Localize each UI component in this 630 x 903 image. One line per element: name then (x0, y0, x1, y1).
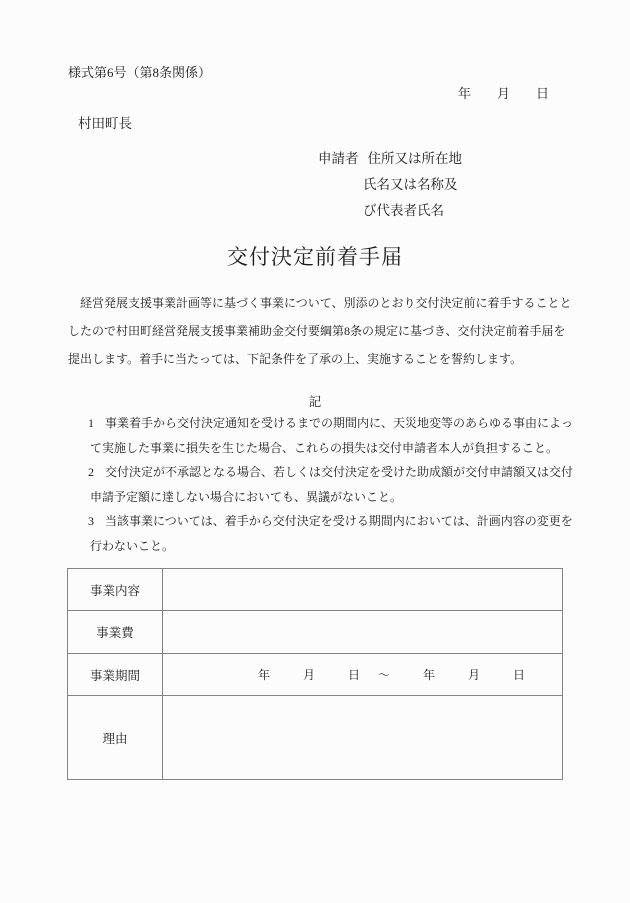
condition-item-2-line-1 (88, 460, 573, 485)
row-value-business-content (163, 569, 563, 611)
table-row-business-cost (68, 611, 563, 654)
addressee: 村田町長 (78, 116, 132, 131)
row-label: 事業費 (68, 611, 163, 654)
row-value-business-cost (163, 611, 563, 654)
body-line: 経営発展支援事業計画等に基づく事業について、別添のとおり交付決定前に着手することと (80, 296, 572, 310)
condition-number: 3 (88, 514, 94, 529)
applicant-address-label: 住所又は所在地 (367, 151, 462, 166)
table-row-business-content (68, 569, 563, 611)
condition-text: 交付決定が不承認となる場合、若しくは交付決定を受けた助成額が交付申請額又は交付 (105, 465, 574, 480)
row-label: 事業期間 (68, 654, 163, 696)
condition-item-3-line-2: 行わないこと。 (90, 538, 175, 553)
remarks-heading: 記 (308, 395, 322, 409)
condition-item-3-line-1 (88, 509, 573, 534)
table-row-business-period (68, 654, 563, 696)
applicant-line-2: 氏名又は名称及 (363, 177, 458, 192)
form-number: 様式第6号（第8条関係） (68, 65, 212, 80)
condition-item-2-line-2: 申請予定額に達しない場合においても、異議がないこと。 (90, 489, 403, 504)
condition-number: 1 (88, 416, 94, 430)
row-label: 理由 (68, 696, 163, 780)
details-table (67, 568, 563, 780)
applicant-label: 申請者 (318, 151, 359, 166)
body-paragraph (68, 289, 572, 373)
body-line: したので村田町経営発展支援事業補助金交付要綱第8条の規定に基づき、交付決定前着手届を (68, 324, 566, 338)
condition-text: 当該事業については、着手から交付決定を受ける期間内においては、計画内容の変更を (105, 514, 573, 529)
conditions-list (88, 411, 573, 559)
row-value-business-period: 年 月 日 ～ 年 月 日 (163, 654, 563, 696)
body-line: 提出します。着手に当たっては、下記条件を了承の上、実施することを誓約します。 (68, 352, 523, 366)
row-label: 事業内容 (68, 569, 163, 611)
table-row-reason (68, 696, 563, 780)
condition-text: 事業着手から交付決定通知を受けるまでの期間内に、天災地変等のあらゆる事由によっ (105, 416, 574, 430)
date-line: 年 月 日 (457, 86, 549, 101)
page-title: 交付決定前着手届 (227, 245, 403, 269)
row-value-reason (163, 696, 563, 780)
condition-item-1-line-2: て実施した事業に損失を生じた場合、これらの損失は交付申請者本人が負担すること。 (90, 440, 559, 455)
applicant-line-3: び代表者氏名 (363, 203, 444, 218)
condition-number: 2 (88, 465, 94, 480)
applicant-line-1 (318, 147, 462, 167)
condition-item-1-line-1 (88, 411, 573, 436)
